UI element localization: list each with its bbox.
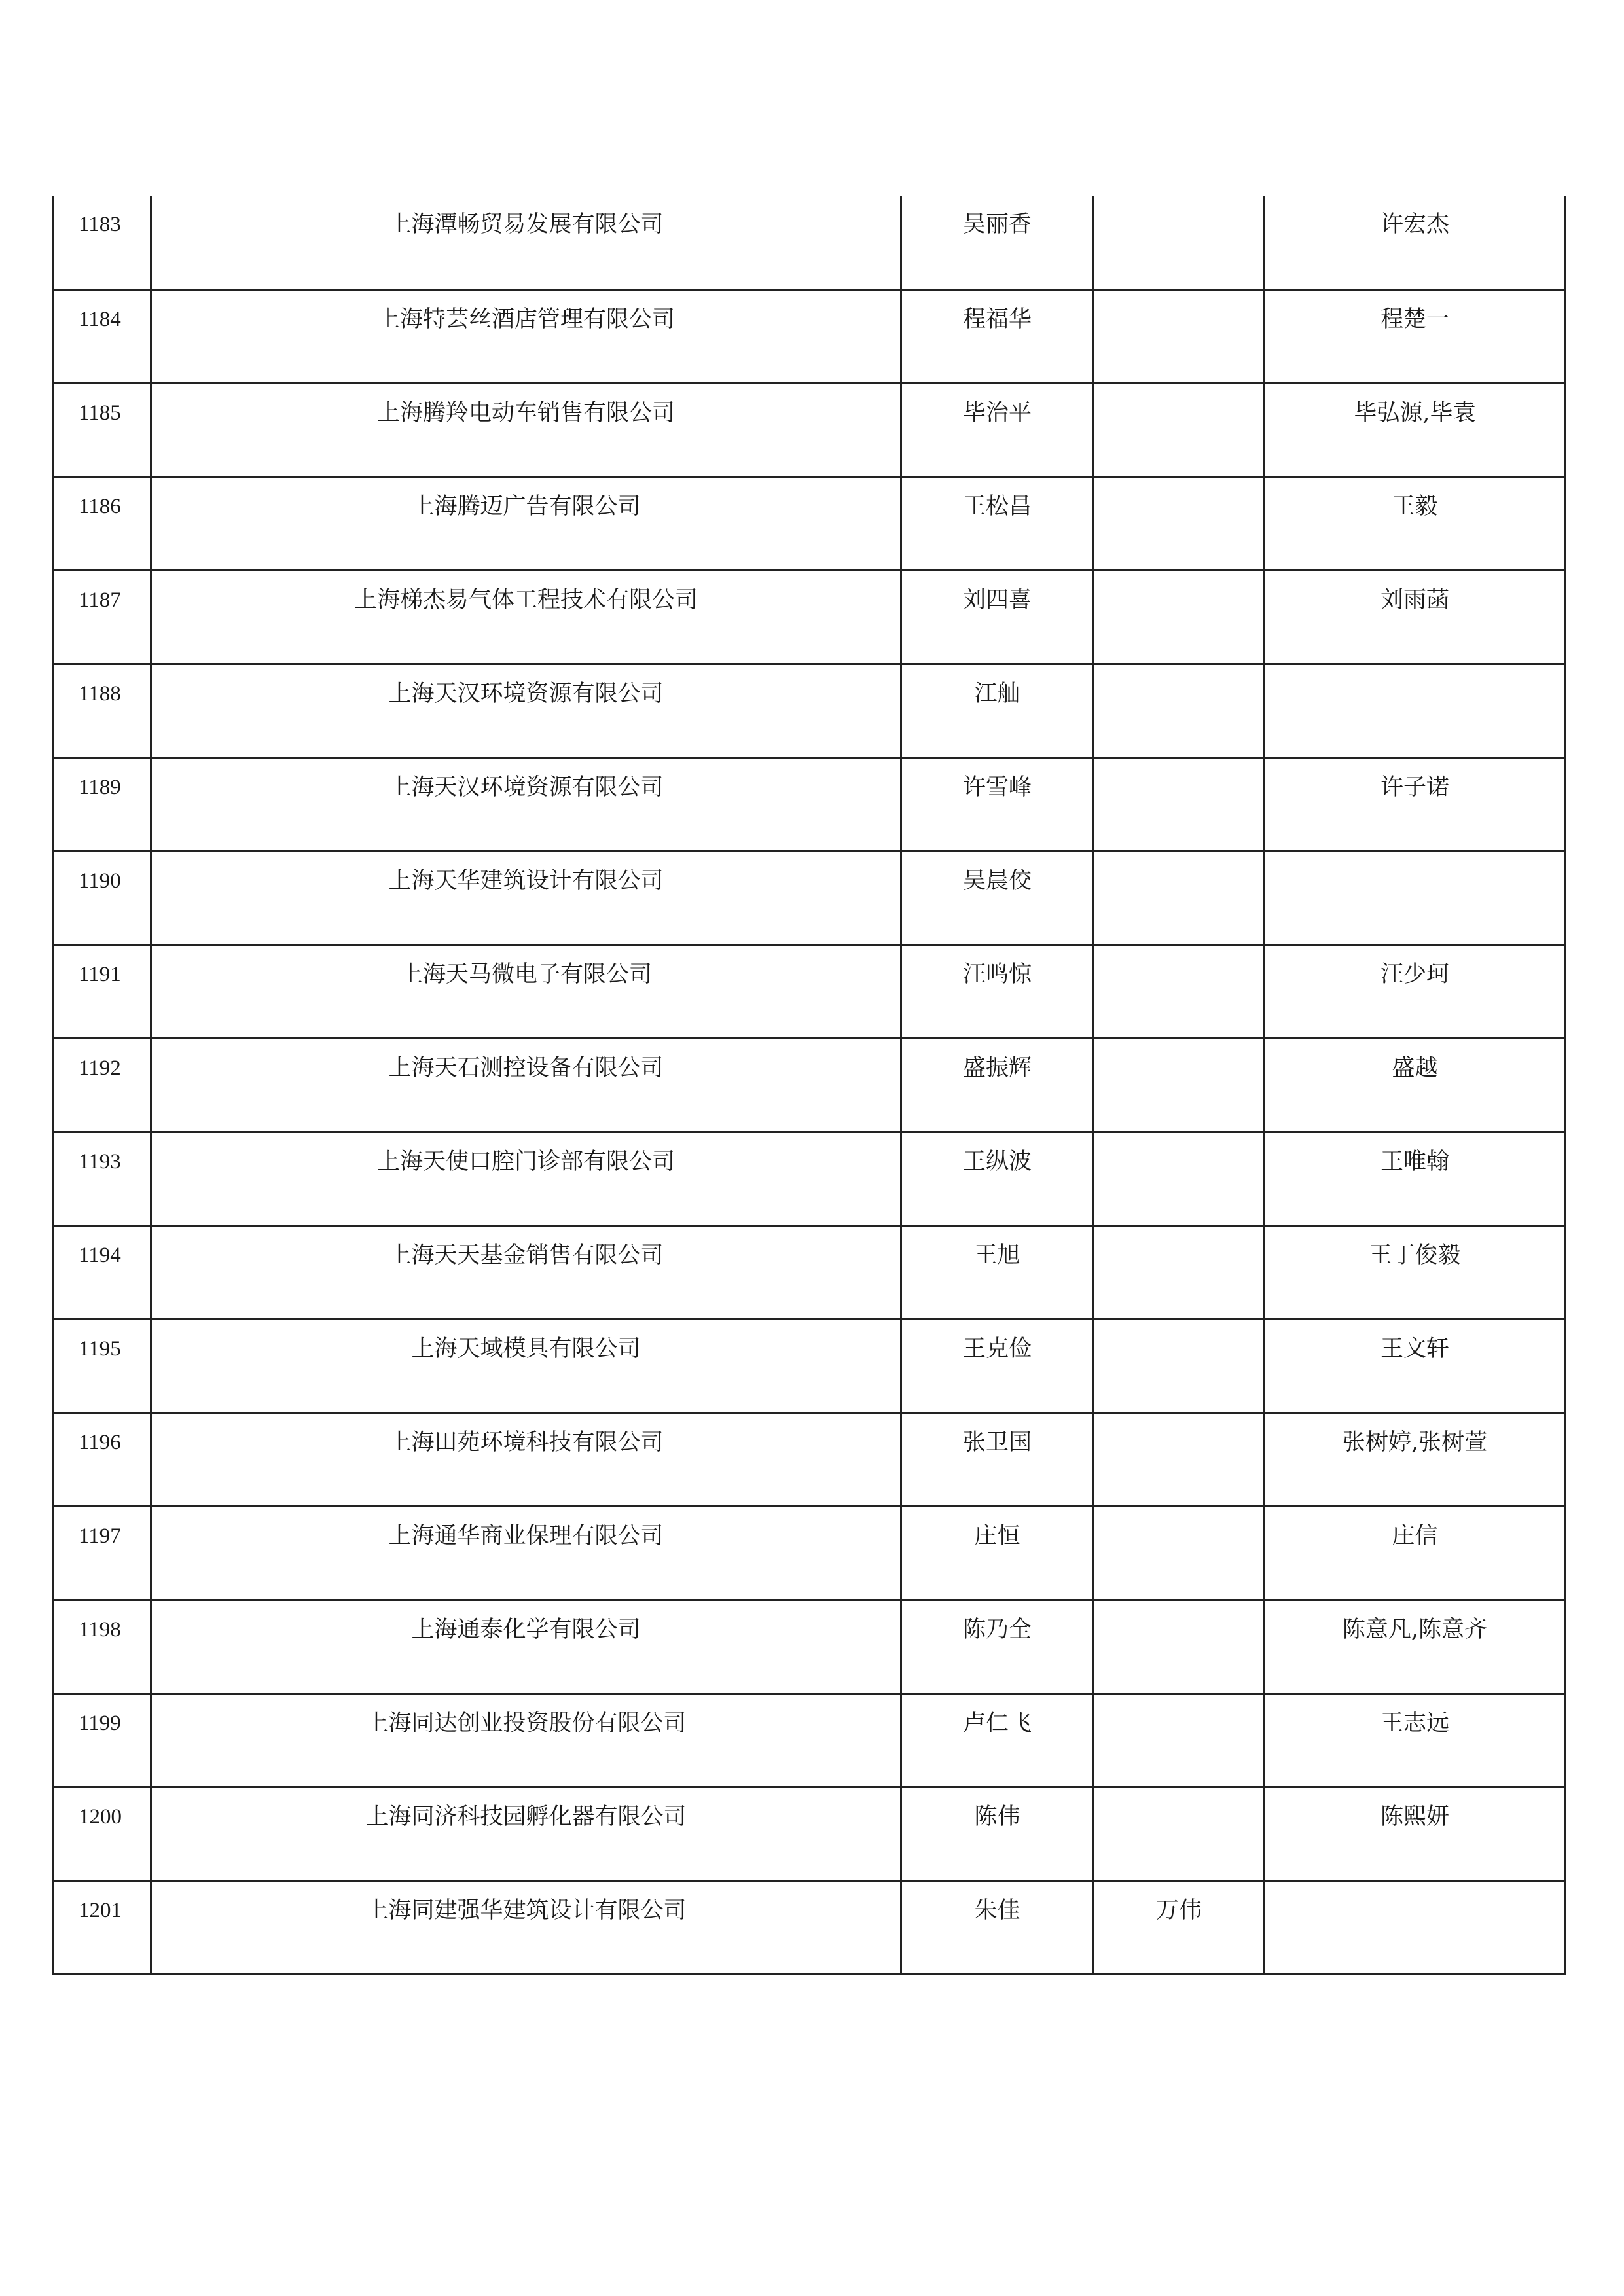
secondary-name-cell — [1094, 383, 1265, 476]
secondary-name-cell-text — [1094, 1414, 1263, 1428]
family-members-cell — [1265, 476, 1566, 570]
secondary-name-cell-text — [1094, 1788, 1263, 1803]
family-members-cell — [1265, 757, 1566, 851]
representative-cell-text: 王克俭 — [962, 1335, 1032, 1362]
secondary-name-cell — [1094, 1225, 1265, 1319]
company-name-cell — [151, 1038, 901, 1132]
table-row — [54, 1225, 1566, 1319]
family-members-cell-text: 王文轩 — [1380, 1335, 1449, 1362]
table-row — [54, 1319, 1566, 1412]
table-row — [54, 1506, 1566, 1600]
family-members-cell — [1265, 1787, 1566, 1880]
company-name-cell — [151, 1132, 901, 1225]
family-members-cell-text: 许宏杰 — [1380, 211, 1449, 238]
company-name-cell — [151, 1600, 901, 1693]
company-name-cell — [151, 757, 901, 851]
company-name-cell-text: 上海通泰化学有限公司 — [411, 1616, 641, 1643]
representative-cell — [901, 757, 1094, 851]
company-name-cell — [151, 1225, 901, 1319]
family-members-cell — [1265, 1225, 1566, 1319]
family-members-cell — [1265, 1506, 1566, 1600]
family-members-cell-text: 陈熙妍 — [1380, 1803, 1449, 1830]
table-row — [54, 1038, 1566, 1132]
secondary-name-cell — [1094, 1787, 1265, 1880]
company-name-cell-text: 上海通华商业保理有限公司 — [388, 1522, 664, 1549]
table-row — [54, 570, 1566, 664]
secondary-name-cell — [1094, 944, 1265, 1038]
table-row — [54, 196, 1566, 289]
company-name-cell — [151, 1693, 901, 1787]
secondary-name-cell — [1094, 289, 1265, 383]
company-name-cell-text: 上海天汉环境资源有限公司 — [388, 680, 664, 707]
row-number-cell — [54, 1506, 151, 1600]
row-number-cell — [54, 476, 151, 570]
representative-cell — [901, 851, 1094, 944]
secondary-name-cell — [1094, 1319, 1265, 1412]
row-number-cell — [54, 1600, 151, 1693]
representative-cell-text: 王旭 — [974, 1242, 1020, 1268]
row-number-cell-text: 1190 — [79, 869, 121, 893]
table-row — [54, 1693, 1566, 1787]
row-number-cell-text: 1198 — [79, 1617, 121, 1641]
representative-cell — [901, 1412, 1094, 1506]
family-members-cell — [1265, 383, 1566, 476]
row-number-cell — [54, 570, 151, 664]
family-members-cell-text: 刘雨菡 — [1380, 586, 1449, 613]
company-name-cell-text: 上海天使口腔门诊部有限公司 — [376, 1148, 675, 1175]
company-name-cell — [151, 851, 901, 944]
row-number-cell-text: 1197 — [79, 1524, 121, 1548]
representative-cell — [901, 570, 1094, 664]
representative-cell-text: 王松昌 — [962, 493, 1032, 520]
family-members-cell — [1265, 196, 1566, 289]
row-number-cell — [54, 1132, 151, 1225]
representative-cell — [901, 1225, 1094, 1319]
company-name-cell — [151, 1880, 901, 1974]
row-number-cell — [54, 851, 151, 944]
representative-cell-text: 许雪峰 — [962, 774, 1032, 800]
family-members-cell-text: 程楚一 — [1380, 306, 1449, 332]
representative-cell — [901, 196, 1094, 289]
row-number-cell-text: 1191 — [79, 962, 121, 986]
row-number-cell-text: 1192 — [79, 1056, 121, 1080]
representative-cell-text: 毕治平 — [962, 399, 1032, 426]
representative-cell-text: 朱佳 — [974, 1897, 1020, 1924]
secondary-name-cell — [1094, 1880, 1265, 1974]
company-name-cell-text: 上海天域模具有限公司 — [411, 1335, 641, 1362]
row-number-cell — [54, 944, 151, 1038]
row-number-cell-text: 1199 — [79, 1711, 121, 1735]
secondary-name-cell — [1094, 1693, 1265, 1787]
row-number-cell-text: 1201 — [79, 1898, 122, 1922]
family-members-cell-text — [1265, 852, 1564, 867]
secondary-name-cell-text: 万伟 — [1155, 1897, 1202, 1924]
row-number-cell-text: 1196 — [79, 1430, 121, 1454]
family-members-cell — [1265, 1132, 1566, 1225]
family-members-cell — [1265, 1412, 1566, 1506]
row-number-cell-text: 1200 — [79, 1804, 122, 1829]
company-name-cell — [151, 570, 901, 664]
representative-cell — [901, 1319, 1094, 1412]
representative-cell-text: 卢仁飞 — [962, 1710, 1032, 1736]
representative-cell — [901, 1693, 1094, 1787]
row-number-cell — [54, 1693, 151, 1787]
family-members-cell-text: 王丁俊毅 — [1369, 1242, 1461, 1268]
row-number-cell-text: 1193 — [79, 1149, 121, 1174]
company-name-cell — [151, 944, 901, 1038]
company-name-cell-text: 上海同建强华建筑设计有限公司 — [365, 1897, 687, 1924]
family-members-cell-text: 张树婷,张树萱 — [1342, 1429, 1488, 1456]
family-members-cell-text — [1265, 665, 1564, 679]
family-members-cell — [1265, 664, 1566, 757]
representative-cell — [901, 1506, 1094, 1600]
table-row — [54, 1132, 1566, 1225]
table-row — [54, 383, 1566, 476]
secondary-name-cell — [1094, 476, 1265, 570]
roster-table-body — [54, 196, 1566, 1974]
family-members-cell — [1265, 1693, 1566, 1787]
family-members-cell — [1265, 570, 1566, 664]
row-number-cell — [54, 1412, 151, 1506]
representative-cell — [901, 1132, 1094, 1225]
row-number-cell — [54, 289, 151, 383]
secondary-name-cell-text — [1094, 852, 1263, 867]
secondary-name-cell-text — [1094, 1133, 1263, 1147]
secondary-name-cell-text — [1094, 1320, 1263, 1335]
company-name-cell-text: 上海天汉环境资源有限公司 — [388, 774, 664, 800]
secondary-name-cell-text — [1094, 291, 1263, 305]
company-name-cell-text: 上海特芸丝酒店管理有限公司 — [376, 306, 675, 332]
row-number-cell-text: 1186 — [79, 494, 121, 518]
representative-cell — [901, 1880, 1094, 1974]
secondary-name-cell-text — [1094, 665, 1263, 679]
table-row — [54, 944, 1566, 1038]
company-name-cell-text: 上海天石测控设备有限公司 — [388, 1054, 664, 1081]
family-members-cell-text: 王毅 — [1392, 493, 1438, 520]
table-row — [54, 289, 1566, 383]
table-row — [54, 851, 1566, 944]
company-name-cell-text: 上海腾羚电动车销售有限公司 — [376, 399, 675, 426]
family-members-cell — [1265, 944, 1566, 1038]
family-members-cell-text — [1265, 1882, 1564, 1896]
representative-cell-text: 陈乃全 — [962, 1616, 1032, 1643]
company-name-cell — [151, 664, 901, 757]
company-name-cell — [151, 383, 901, 476]
row-number-cell — [54, 1225, 151, 1319]
representative-cell — [901, 383, 1094, 476]
representative-cell-text: 刘四喜 — [962, 586, 1032, 613]
family-members-cell — [1265, 1319, 1566, 1412]
secondary-name-cell-text — [1094, 1695, 1263, 1709]
family-members-cell-text: 汪少珂 — [1380, 961, 1449, 988]
secondary-name-cell-text — [1094, 1507, 1263, 1522]
company-name-cell — [151, 1506, 901, 1600]
family-members-cell — [1265, 851, 1566, 944]
representative-cell-text: 庄恒 — [974, 1522, 1020, 1549]
representative-cell-text: 程福华 — [962, 306, 1032, 332]
representative-cell-text: 张卫国 — [962, 1429, 1032, 1456]
row-number-cell-text: 1187 — [79, 588, 121, 612]
family-members-cell-text: 王志远 — [1380, 1710, 1449, 1736]
company-name-cell-text: 上海梯杰易气体工程技术有限公司 — [353, 586, 698, 613]
company-name-cell — [151, 1412, 901, 1506]
representative-cell-text: 汪鸣惊 — [962, 961, 1032, 988]
table-row — [54, 1880, 1566, 1974]
company-name-cell — [151, 476, 901, 570]
secondary-name-cell-text — [1094, 478, 1263, 492]
secondary-name-cell — [1094, 1506, 1265, 1600]
row-number-cell — [54, 1880, 151, 1974]
representative-cell — [901, 664, 1094, 757]
company-name-cell — [151, 289, 901, 383]
secondary-name-cell — [1094, 1132, 1265, 1225]
family-members-cell-text: 盛越 — [1392, 1054, 1438, 1081]
representative-cell — [901, 1600, 1094, 1693]
representative-cell-text: 江舢 — [974, 680, 1020, 707]
company-name-cell-text: 上海同济科技园孵化器有限公司 — [365, 1803, 687, 1830]
row-number-cell — [54, 664, 151, 757]
table-row — [54, 1787, 1566, 1880]
secondary-name-cell-text — [1094, 1601, 1263, 1615]
company-name-cell-text: 上海同达创业投资股份有限公司 — [365, 1710, 687, 1736]
family-members-cell-text: 陈意凡,陈意齐 — [1342, 1616, 1488, 1643]
secondary-name-cell — [1094, 1600, 1265, 1693]
row-number-cell-text: 1185 — [79, 401, 121, 425]
representative-cell — [901, 1787, 1094, 1880]
company-name-cell-text: 上海天华建筑设计有限公司 — [388, 867, 664, 894]
family-members-cell-text: 庄信 — [1392, 1522, 1438, 1549]
table-row — [54, 1600, 1566, 1693]
representative-cell-text: 盛振辉 — [962, 1054, 1032, 1081]
row-number-cell-text: 1184 — [79, 307, 121, 331]
row-number-cell — [54, 1787, 151, 1880]
table-row — [54, 664, 1566, 757]
table-row — [54, 1412, 1566, 1506]
secondary-name-cell — [1094, 196, 1265, 289]
company-name-cell — [151, 1319, 901, 1412]
secondary-name-cell-text — [1094, 759, 1263, 773]
secondary-name-cell-text — [1094, 384, 1263, 399]
representative-cell — [901, 1038, 1094, 1132]
secondary-name-cell — [1094, 570, 1265, 664]
representative-cell — [901, 944, 1094, 1038]
family-members-cell — [1265, 289, 1566, 383]
representative-cell-text: 王纵波 — [962, 1148, 1032, 1175]
row-number-cell — [54, 196, 151, 289]
company-name-cell — [151, 1787, 901, 1880]
representative-cell-text: 吴晨佼 — [962, 867, 1032, 894]
row-number-cell-text: 1195 — [79, 1336, 121, 1361]
row-number-cell — [54, 383, 151, 476]
row-number-cell-text: 1194 — [79, 1243, 121, 1267]
table-row — [54, 476, 1566, 570]
secondary-name-cell-text — [1094, 196, 1263, 210]
secondary-name-cell-text — [1094, 571, 1263, 586]
secondary-name-cell — [1094, 851, 1265, 944]
secondary-name-cell-text — [1094, 1227, 1263, 1241]
row-number-cell-text: 1183 — [79, 213, 121, 236]
representative-cell-text: 吴丽香 — [962, 211, 1032, 238]
family-members-cell-text: 许子诺 — [1380, 774, 1449, 800]
family-members-cell — [1265, 1600, 1566, 1693]
row-number-cell-text: 1189 — [79, 775, 121, 799]
company-name-cell-text: 上海田苑环境科技有限公司 — [388, 1429, 664, 1456]
company-name-cell-text: 上海天天基金销售有限公司 — [388, 1242, 664, 1268]
representative-cell-text: 陈伟 — [974, 1803, 1020, 1830]
family-members-cell — [1265, 1880, 1566, 1974]
company-name-cell-text: 上海潭畅贸易发展有限公司 — [388, 211, 664, 238]
secondary-name-cell — [1094, 757, 1265, 851]
secondary-name-cell — [1094, 1412, 1265, 1506]
company-name-cell — [151, 196, 901, 289]
secondary-name-cell-text — [1094, 946, 1263, 960]
secondary-name-cell — [1094, 1038, 1265, 1132]
row-number-cell-text: 1188 — [79, 681, 121, 706]
family-members-cell — [1265, 1038, 1566, 1132]
representative-cell — [901, 476, 1094, 570]
family-members-cell-text: 王唯翰 — [1380, 1148, 1449, 1175]
company-name-cell-text: 上海天马微电子有限公司 — [399, 961, 652, 988]
family-members-cell-text: 毕弘源,毕袁 — [1354, 399, 1476, 426]
row-number-cell — [54, 757, 151, 851]
company-name-cell-text: 上海腾迈广告有限公司 — [411, 493, 641, 520]
row-number-cell — [54, 1319, 151, 1412]
representative-cell — [901, 289, 1094, 383]
roster-table — [52, 196, 1566, 1975]
secondary-name-cell-text — [1094, 1039, 1263, 1054]
row-number-cell — [54, 1038, 151, 1132]
table-row — [54, 757, 1566, 851]
secondary-name-cell — [1094, 664, 1265, 757]
